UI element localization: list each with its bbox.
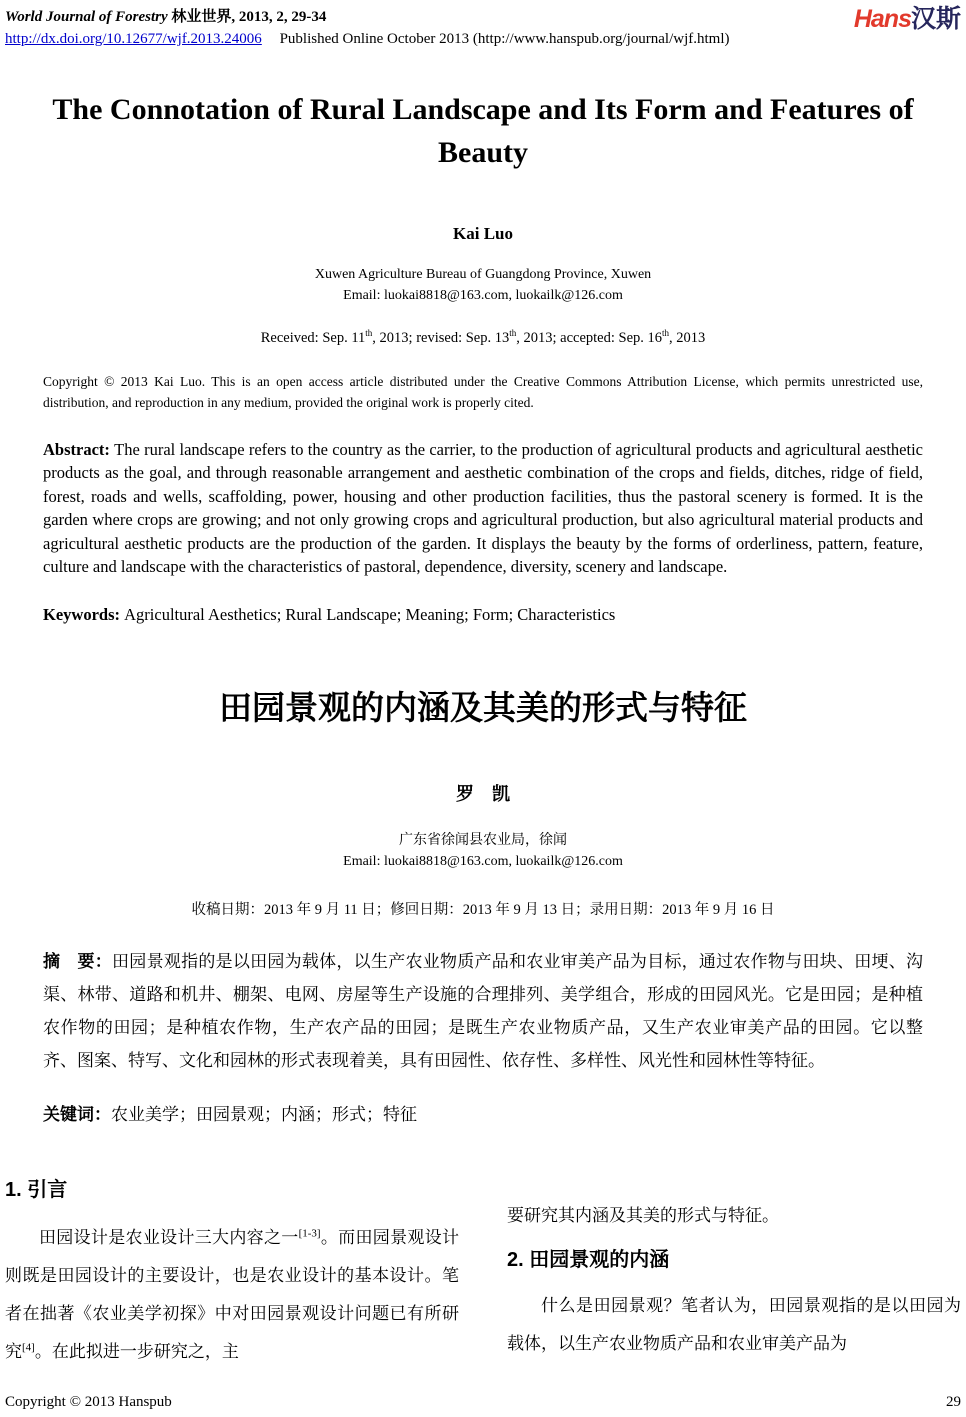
abstract-label-cn: 摘 要：	[43, 951, 113, 971]
copyright-notice: Copyright © 2013 Kai Luo. This is an open access article distributed under the Creative Commons Attribution License, which permits unrestricted use, distribution, and reproduction in any medium, provided the original work is properly cited.	[43, 373, 923, 410]
doi-link[interactable]: http://dx.doi.org/10.12677/wjf.2013.24006	[5, 31, 262, 47]
journal-title-line	[5, 6, 730, 28]
received-part: , 2013; revised: Sep. 13	[372, 329, 510, 346]
two-column-body	[5, 1177, 961, 1371]
email-line-en: Email: luokai8818@163.com, luokailk@126.com	[343, 288, 623, 303]
keywords-text-en: Agricultural Aesthetics; Rural Landscape; Meaning; Form; Characteristics	[124, 604, 616, 624]
citation-ref: [1-3]	[298, 1227, 321, 1240]
hans-logo-en: Hans	[853, 5, 911, 33]
hans-logo-cn: 汉斯	[910, 5, 961, 33]
published-online-text: Published Online October 2013 (http://www.hanspub.org/journal/wjf.html)	[279, 31, 730, 47]
citation-ref: [4]	[22, 1341, 35, 1354]
received-dates-cn: 收稿日期：2013 年 9 月 11 日；修回日期：2013 年 9 月 13 日；录用日期：2013 年 9 月 16 日	[191, 901, 775, 918]
paragraph-text: 。而田园景观设计则既是田园设计的主要设计，也是农业设计的基本设计。笔者在拙著《农业美学初探》中对田园景观设计问题已有所研究	[5, 1227, 460, 1361]
affiliation-en: Xuwen Agriculture Bureau of Guangdong Province, Xuwen	[314, 267, 652, 282]
section-2-paragraph: 什么是田园景观？笔者认为，田园景观指的是以田园为载体，以生产农业物质产品和农业审美产品为	[507, 1295, 961, 1353]
hans-logo	[854, 6, 961, 32]
section-1-heading: 1. 引言	[5, 1178, 68, 1201]
keywords-label-en: Keywords:	[43, 604, 125, 624]
keywords-en	[43, 605, 923, 625]
abstract-cn	[43, 945, 923, 1077]
footer-copyright: Copyright © 2013 Hanspub	[5, 1394, 172, 1410]
email-line-cn: Email: luokai8818@163.com, luokailk@126.com	[343, 853, 623, 869]
journal-info	[5, 6, 730, 50]
article-title-cn: 田园景观的内涵及其美的形式与特征	[219, 688, 747, 726]
journal-issue-info: 林业世界, 2013, 2, 29-34	[171, 9, 327, 25]
page-number: 29	[946, 1394, 961, 1410]
journal-doi-line	[5, 28, 730, 50]
article-title-en: The Connotation of Rural Landscape and Its Form and Features of Beauty	[52, 93, 914, 169]
received-sup: th	[365, 328, 373, 338]
abstract-en	[43, 438, 923, 579]
section-1-continuation: 要研究其内涵及其美的形式与特征。	[507, 1205, 779, 1225]
keywords-cn	[43, 1100, 923, 1125]
right-column	[507, 1177, 961, 1371]
received-dates-en	[5, 328, 961, 347]
keywords-label-cn: 关键词：	[43, 1104, 111, 1124]
received-sup: th	[662, 328, 670, 338]
abstract-text-en: The rural landscape refers to the country as the carrier, to the production of agricultural products and agricultural aesthetic products as the goal, and through reasonable arrangement and aesthetic combination of the crops and fields, ditches, ridge of field, forest, roads and wells, scaffolding, power, housing and other production facilities, thus the pastoral scenery is formed. It is the garden where crops are growing; and not only growing crops and agricultural production, but also agricultural material products and agricultural aesthetic products are the production of the garden. It displays the beauty by the forms of orderliness, pattern, feature, culture and landscape with the characteristics of pastoral, dependence, diversity, scenery and landscape.	[43, 439, 923, 577]
section-2-heading: 2. 田园景观的内涵	[507, 1248, 670, 1271]
journal-header	[5, 6, 961, 50]
received-part: Received: Sep. 11	[260, 329, 366, 346]
section-1-paragraph	[5, 1219, 459, 1371]
received-part: , 2013; accepted: Sep. 16	[516, 329, 663, 346]
author-name-cn: 罗 凯	[456, 783, 510, 804]
left-column	[5, 1177, 459, 1371]
page-footer	[5, 1394, 961, 1411]
abstract-label-en: Abstract:	[43, 439, 115, 459]
paragraph-text: 。在此拟进一步研究之，主	[34, 1341, 239, 1361]
abstract-text-cn: 田园景观指的是以田园为载体，以生产农业物质产品和农业审美产品为目标，通过农作物与田块、田埂、沟渠、林带、道路和机井、棚架、电网、房屋等生产设施的合理排列、美学组合，形成的田园风光。它是田园；是种植农作物的田园；是种植农作物，生产农产品的田园；是既生产农业物质产品，又生产农业审美产品的田园。它以整齐、图案、特写、文化和园林的形式表现着美，具有田园性、依存性、多样性、风光性和园林性等特征。	[43, 951, 924, 1070]
paragraph-text: 田园设计是农业设计三大内容之一	[39, 1227, 299, 1247]
received-part: , 2013	[669, 329, 706, 346]
received-sup: th	[509, 328, 517, 338]
journal-name: World Journal of Forestry	[5, 9, 168, 25]
keywords-text-cn: 农业美学；田园景观；内涵；形式；特征	[111, 1104, 417, 1124]
author-name-en: Kai Luo	[453, 224, 513, 243]
affiliation-cn: 广东省徐闻县农业局，徐闻	[399, 832, 567, 848]
